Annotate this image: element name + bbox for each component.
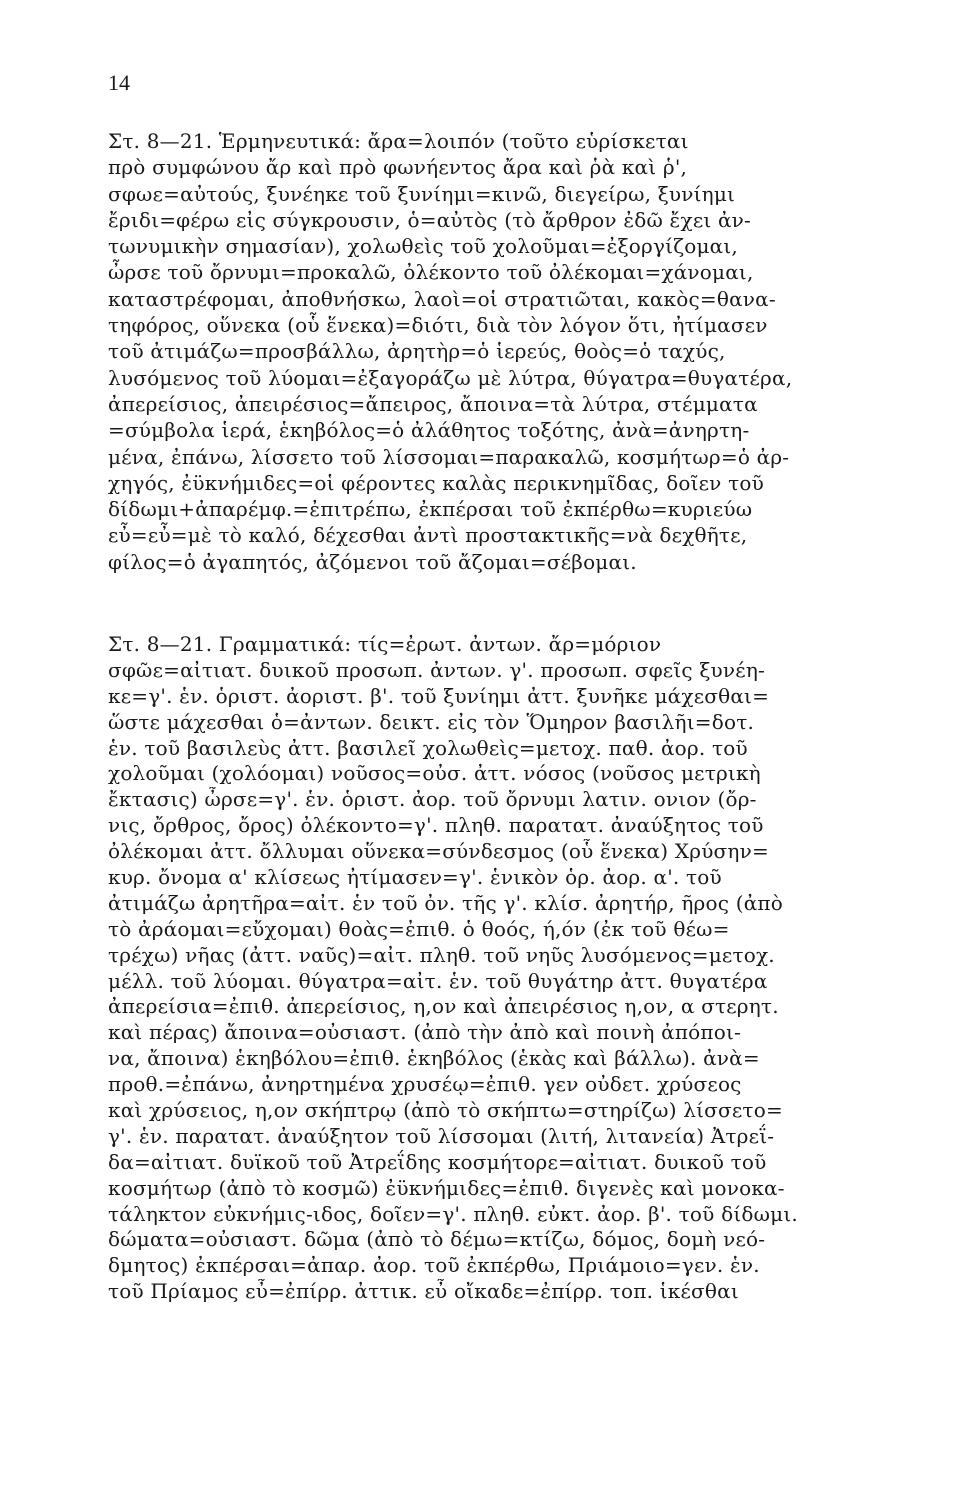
text-line: κοσμήτωρ (ἀπὸ τὸ κοσμῶ) ἐϋκνήμιδες=ἐπιθ. διγενὲς καὶ μονοκα- [108,1175,785,1200]
text-line: τηφόρος, οὕνεκα (οὗ ἕνεκα)=διότι, διὰ τὸν λόγον ὅτι, ἠτίμασεν [108,313,768,338]
text-line: σφῶε=αἰτιατ. δυικοῦ προσωπ. ἀντων. γ'. προσωπ. σφεῖς ξυνέη- [108,657,765,682]
text-line: μέλλ. τοῦ λύομαι. θύγατρα=αἰτ. ἑν. τοῦ θυγάτηρ ἀττ. θυγατέρα [108,968,768,993]
text-line: τάληκτον εὐκνήμις-ιδος, δοῖεν=γ'. πληθ. εὐκτ. ἀορ. β'. τοῦ δίδωμι. [108,1201,798,1226]
text-line: Στ. 8—21. Γραμματικά: τίς=ἐρωτ. ἀντων. ἄρ=μόριον [108,632,662,656]
section-hermeneutics [108,128,912,575]
text-line: καταστρέφομαι, ἀποθνήσκω, λαοὶ=οἱ στρατιῶται, κακὸς=θανα- [108,286,776,311]
text-line: τρέχω) νῆας (ἀττ. ναῦς)=αἰτ. πληθ. τοῦ νηῦς λυσόμενος=μετοχ. [108,942,775,967]
text-line: σφωε=αὐτούς, ξυνέηκε τοῦ ξυνίημι=κινῶ, διεγείρω, ξυνίημι [108,181,736,206]
text-line: ἀτιμάζω ἀρητῆρα=αἰτ. ἑν τοῦ ὀν. τῆς γ'. κλίσ. ἀρητήρ, ῆρος (ἀπὸ [108,890,784,915]
text-line: δώματα=οὐσιαστ. δῶμα (ἀπὸ τὸ δέμω=κτίζω, δόμος, δομὴ νεό- [108,1227,766,1252]
text-line: ὥστε μάχεσθαι ὁ=ἀντων. δεικτ. εἰς τὸν Ὅμηρον βασιλῆι=δοτ. [108,709,755,734]
text-line: Στ. 8—21. Ἑρμηνευτικά: ἄρα=λοιπόν (τοῦτο εὑρίσκεται [108,129,689,153]
text-line: εὖ=εὖ=μὲ τὸ καλό, δέχεσθαι ἀντὶ προστακτικῆς=νὰ δεχθῆτε, [108,523,748,548]
text-line: τὸ ἀράομαι=εὔχομαι) θοὰς=ἐπιθ. ὁ θοός, ή,όν (ἐκ τοῦ θέω= [108,916,730,941]
text-line: προθ.=ἐπάνω, ἀνηρτημένα χρυσέῳ=ἐπιθ. γεν οὐδετ. χρύσεος [108,1072,742,1097]
text-line: χηγός, ἐϋκνήμιδες=οἱ φέροντες καλὰς περικνημῖδας, δοῖεν τοῦ [108,470,764,495]
text-line: καὶ χρύσειος, η,ον σκήπτρῳ (ἀπὸ τὸ σκήπτω=στηρίζω) λίσσετο= [108,1098,783,1123]
text-line: =σύμβολα ἱερά, ἑκηβόλος=ὁ ἀλάθητος τοξότης, ἀνὰ=ἀνηρτη- [108,418,750,443]
text-line: τωνυμικὴν σημασίαν), χολωθεὶς τοῦ χολοῦμαι=ἐξοργίζομαι, [108,234,738,259]
text-line: ὀλέκομαι ἀττ. ὄλλυμαι οὕνεκα=σύνδεσμος (οὗ ἕνεκα) Χρύσην= [108,839,769,864]
text-line: δμητος) ἐκπέρσαι=ἀπαρ. ἀορ. τοῦ ἐκπέρθω, Πριάμοιο=γεν. ἑν. [108,1253,760,1278]
text-line: νις, ὄρθρος, ὄρος) ὀλέκοντο=γ'. πληθ. παρατατ. ἀναύξητος τοῦ [108,813,764,838]
text-line: ἀπερείσια=ἐπιθ. ἀπερείσιος, η,ον καὶ ἀπειρέσιος η,ον, α στερητ. [108,994,779,1019]
text-line: να, ἄποινα) ἑκηβόλου=ἐπιθ. ἑκηβόλος (ἑκὰς καὶ βάλλω). ἀνὰ= [108,1046,760,1071]
text-line: καὶ πέρας) ἄποινα=οὐσιαστ. (ἀπὸ τὴν ἀπὸ καὶ ποινὴ ἀπόποι- [108,1020,741,1045]
text-line: ὦρσε τοῦ ὄρνυμι=προκαλῶ, ὀλέκοντο τοῦ ὀλέκομαι=χάνομαι, [108,260,754,285]
text-line: δίδωμι+ἀπαρέμφ.=ἐπιτρέπω, ἐκπέρσαι τοῦ ἐκπέρθω=κυριεύω [108,497,753,522]
text-line: μένα, ἐπάνω, λίσσετο τοῦ λίσσομαι=παρακαλῶ, κοσμήτωρ=ὁ ἀρ- [108,444,790,469]
text-line: φίλος=ὁ ἀγαπητός, ἀζόμενοι τοῦ ἄζομαι=σέβομαι. [108,549,637,574]
text-line: τοῦ ἀτιμάζω=προσβάλλω, ἀρητὴρ=ὁ ἱερεύς, θοὸς=ὁ ταχύς, [108,339,726,364]
text-line: λυσόμενος τοῦ λύομαι=ἐξαγοράζω μὲ λύτρα, θύγατρα=θυγατέρα, [108,365,793,390]
page-number: 14 [108,70,130,95]
text-line: ἔριδι=φέρω εἰς σύγκρουσιν, ὁ=αὐτὸς (τὸ ἄρθρον ἐδῶ ἔχει ἀν- [108,207,751,232]
section-grammar [108,632,912,1305]
text-line: ἀπερείσιος, ἀπειρέσιος=ἄπειρος, ἄποινα=τὰ λύτρα, στέμματα [108,391,758,416]
text-line: τοῦ Πρίαμος εὖ=ἐπίρρ. ἀττικ. εὖ οἴκαδε=ἐπίρρ. τοπ. ἱκέσθαι [108,1279,739,1304]
text-line: ἑν. τοῦ βασιλεὺς ἀττ. βασιλεῖ χολωθεὶς=μετοχ. παθ. ἀορ. τοῦ [108,735,748,760]
text-line: γ'. ἑν. παρατατ. ἀναύξητον τοῦ λίσσομαι (λιτή, λιτανεία) Ἀτρεΐ- [108,1123,775,1148]
text-line: δα=αἰτιατ. δυϊκοῦ τοῦ Ἀτρεΐδης κοσμήτορε=αἰτιατ. δυικοῦ τοῦ [108,1149,767,1174]
text-line: χολοῦμαι (χολόομαι) νοῦσος=οὐσ. ἀττ. νόσος (νοῦσος μετρικὴ [108,761,761,786]
text-line: ἔκτασις) ὦρσε=γ'. ἑν. ὁριστ. ἀορ. τοῦ ὄρνυμι λατιν. ονιον (ὄρ- [108,787,757,812]
text-line: κυρ. ὄνομα α' κλίσεως ἠτίμασεν=γ'. ἑνικὸν ὁρ. ἀορ. α'. τοῦ [108,865,722,890]
text-line: πρὸ συμφώνου ἄρ καὶ πρὸ φωνήεντος ἄρα καὶ ῥὰ καὶ ῥ', [108,155,688,180]
text-line: κε=γ'. ἑν. ὁριστ. ἀοριστ. β'. τοῦ ξυνίημι ἀττ. ξυνῆκε μάχεσθαι= [108,683,770,708]
